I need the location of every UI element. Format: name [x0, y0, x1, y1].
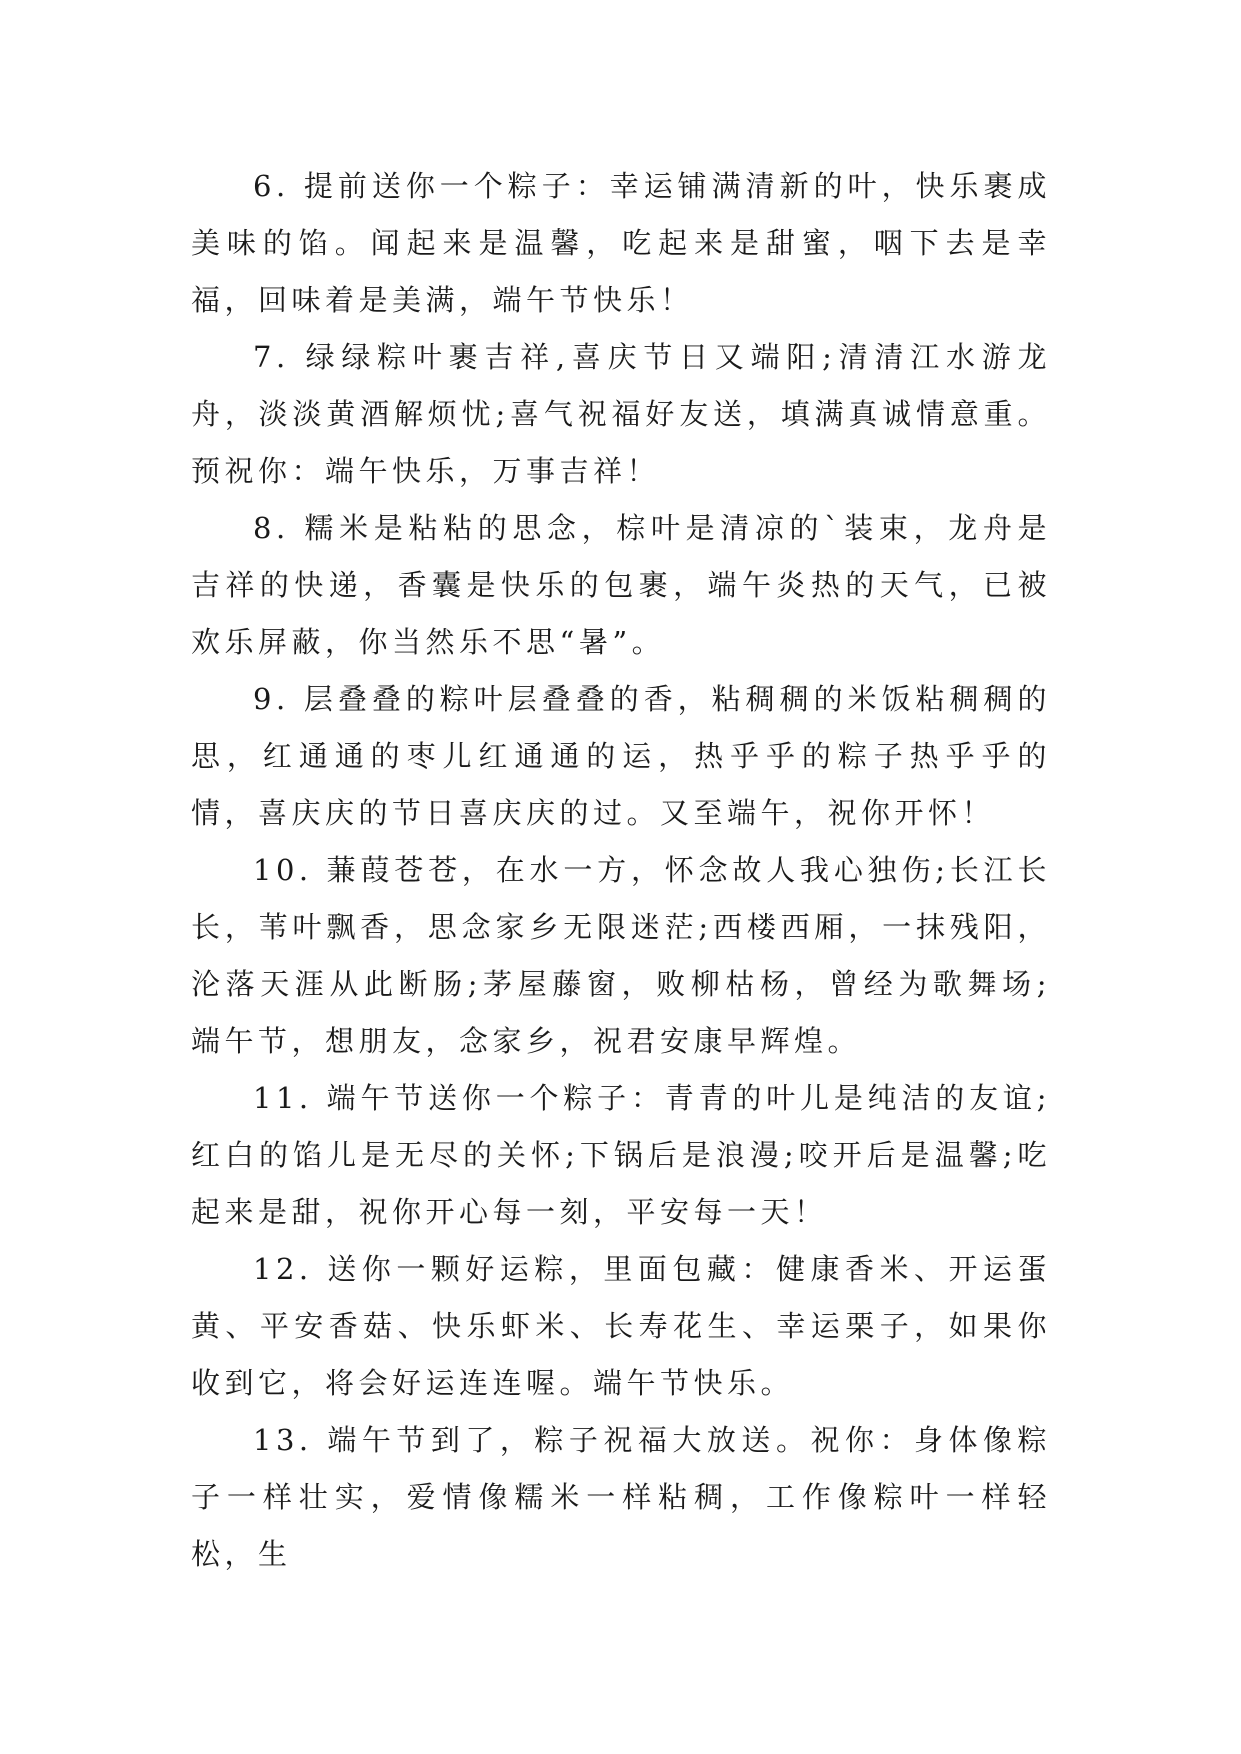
paragraph-10: 10. 蒹葭苍苍，在水一方，怀念故人我心独伤;长江长长，苇叶飘香，思念家乡无限迷茫;西楼西厢，一抹残阳，沦落天涯从此断肠;茅屋藤窗，败柳枯杨，曾经为歌舞场;端午节，想朋友，念家乡，祝君安康早辉煌。 [191, 853, 1051, 1058]
paragraph-8: 8. 糯米是粘粘的思念，棕叶是清凉的`装束，龙舟是吉祥的快递，香囊是快乐的包裹，端午炎热的天气，已被欢乐屏蔽，你当然乐不思“暑”。 [191, 511, 1051, 659]
paragraph-13: 13. 端午节到了，粽子祝福大放送。祝你：身体像粽子一样壮实，爱情像糯米一样粘稠，工作像粽叶一样轻松，生 [191, 1423, 1051, 1571]
paragraph-12: 12. 送你一颗好运粽，里面包藏：健康香米、开运蛋黄、平安香菇、快乐虾米、长寿花生、幸运栗子，如果你收到它，将会好运连连喔。端午节快乐。 [191, 1252, 1051, 1400]
paragraph-11: 11. 端午节送你一个粽子：青青的叶儿是纯洁的友谊;红白的馅儿是无尽的关怀;下锅后是浪漫;咬开后是温馨;吃起来是甜，祝你开心每一刻，平安每一天！ [191, 1081, 1051, 1229]
paragraph-7: 7. 绿绿粽叶裹吉祥,喜庆节日又端阳;清清江水游龙舟，淡淡黄酒解烦忧;喜气祝福好友送，填满真诚情意重。预祝你：端午快乐，万事吉祥！ [191, 340, 1051, 488]
paragraph-9: 9. 层叠叠的粽叶层叠叠的香，粘稠稠的米饭粘稠稠的思，红通通的枣儿红通通的运，热乎乎的粽子热乎乎的情，喜庆庆的节日喜庆庆的过。又至端午，祝你开怀！ [191, 682, 1051, 830]
paragraph-6: 6. 提前送你一个粽子：幸运铺满清新的叶，快乐裹成美味的馅。闻起来是温馨，吃起来是甜蜜，咽下去是幸福，回味着是美满，端午节快乐！ [191, 169, 1051, 317]
document-body [191, 158, 1051, 1583]
